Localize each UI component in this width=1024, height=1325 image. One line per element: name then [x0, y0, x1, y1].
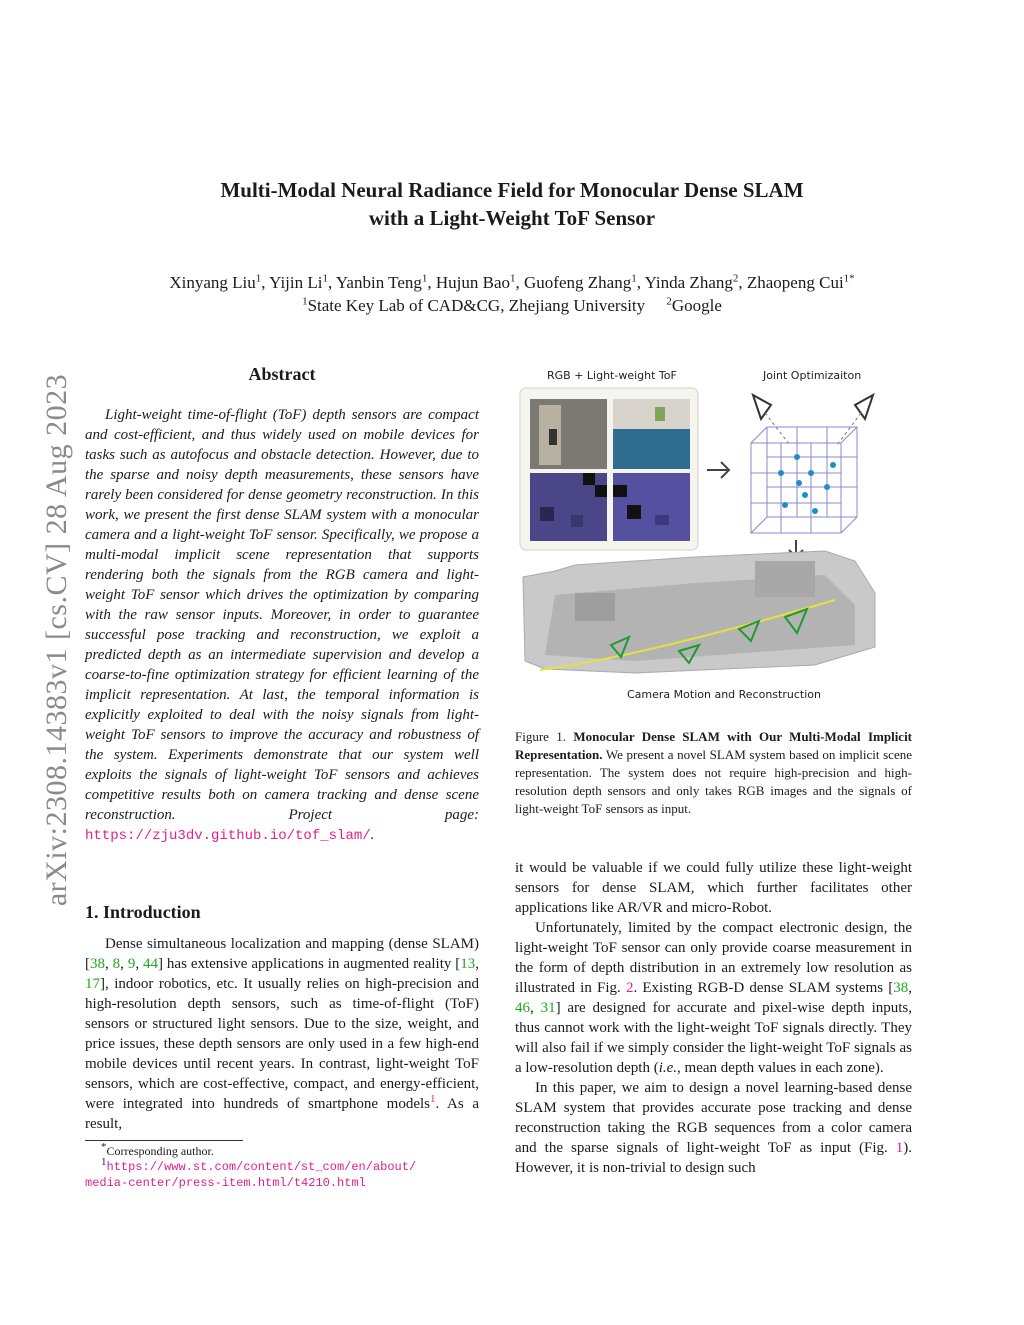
- title-line-2: with a Light-Weight ToF Sensor: [368, 206, 656, 230]
- figure-1: [515, 365, 915, 713]
- paragraph-text: Unfortunately, limited by the compact electronic design, the light-weight ToF sensor can only provide coarse measurement in the form of depth distribution in an extremely low resolution as illustrated in Fig.: [515, 920, 912, 996]
- feature-grid: [751, 427, 857, 533]
- footnote-link[interactable]: 1: [430, 1093, 436, 1105]
- section-heading-introduction: 1. Introduction: [85, 902, 201, 922]
- citation-link[interactable]: 46: [515, 1000, 530, 1016]
- author-affiliation-mark: 1: [421, 272, 428, 285]
- author: Yanbin Teng: [335, 273, 422, 292]
- label-joint-optimization: Joint Optimizaiton: [763, 369, 862, 382]
- figure-1-graphic: [515, 365, 915, 683]
- caption-bold: Monocular Dense SLAM with Our Multi-Modal Implicit Representation.: [515, 729, 913, 762]
- paragraph-text: In this paper, we aim to design a novel learning-based dense SLAM system that provides accurate pose tracking and dense reconstruction taking the RGB sequences from a color camera and the sparse signals of light-weight ToF as input (Fig.: [515, 1080, 912, 1156]
- affiliation-1: State Key Lab of CAD&CG, Zhejiang University: [307, 296, 646, 315]
- citation-link[interactable]: 9: [127, 956, 136, 972]
- author: Yinda Zhang: [644, 273, 733, 292]
- author-affiliation-mark: 1: [322, 272, 328, 285]
- tof-signal-2: [613, 473, 690, 541]
- project-page-link[interactable]: https://zju3dv.github.io/tof_slam/: [85, 828, 371, 844]
- author-affiliation-mark: 1: [255, 272, 262, 285]
- paragraph-text: . Existing RGB-D dense SLAM systems [: [633, 980, 894, 996]
- author-affiliation-mark: 2: [732, 272, 739, 285]
- author: Yijin Li: [269, 273, 323, 292]
- abstract-heading: Abstract: [248, 364, 316, 384]
- camera-frustum-icon: [753, 395, 771, 419]
- affiliation-2: Google: [671, 296, 722, 315]
- citation-link[interactable]: 13: [460, 956, 476, 972]
- label-rgb-tof: RGB + Light-weight ToF: [547, 369, 677, 382]
- author-list: Xinyang Liu$^1$, Yijin Li$^1$, Yanbin Teng$^1$, Hujun Bao$^1$, Guofeng Zhang$^1$, Yinda Zhang$^2$, Zhaopeng Cui$^{1*}$: [169, 272, 855, 292]
- arxiv-identifier: arXiv:2308.14383v1 [cs.CV] 28 Aug 2023: [40, 373, 73, 907]
- paper-title: [0, 176, 1024, 232]
- intro-text: Dense simultaneous localization and mapping (dense SLAM) [: [85, 936, 479, 972]
- abstract-text: Light-weight time-of-flight (ToF) depth sensors are compact and cost-efficient, and thus widely used on mobile devices for tasks such as autofocus and obstacle detection. However, due to the sparse and noisy depth measurements, these sensors have rarely been considered for dense geometry reconstruction. In this work, we present the first dense SLAM system with a monocular camera and a light-weight ToF sensor. Specifically, we propose a multi-modal implicit scene representation that supports rendering both the signals from the RGB camera and light-weight ToF sensor which drives the optimization by comparing with the raw sensor inputs. Moreover, in order to guarantee successful pose tracking and reconstruction, we exploit a predicted depth as an intermediate supervision and develop a coarse-to-fine optimization strategy for efficient learning of the implicit representation. At last, the temporal information is explicitly exploited to deal with the noisy signals from light-weight ToF sensors to improve the accuracy and robustness of the system. Experiments demonstrate that our system well exploits the signals of light-weight ToF sensors and achieves competitive results both on camera tracking and dense scene reconstruction. Project page:: [85, 407, 479, 823]
- author: Hujun Bao: [435, 273, 511, 292]
- citation-link[interactable]: 38: [90, 956, 105, 972]
- author: Guofeng Zhang: [524, 273, 632, 292]
- paragraph: [515, 1078, 912, 1178]
- ie-abbrev: i.e.: [658, 1060, 678, 1076]
- footnotes: *Corresponding author. $^1$https://www.st.com/content/st_com/en/about/ media-center/press-item.html/t4210.html: [85, 1141, 417, 1190]
- abstract-trailing: .: [370, 827, 375, 843]
- paragraph-text: ] are designed for accurate and pixel-wise depth inputs, thus cannot work with the light-weight ToF signals directly. They will also fail if we simply consider the light-weight ToF signals as a low-resolution depth (: [515, 1000, 912, 1076]
- author-affiliation-mark: 1*: [843, 272, 855, 285]
- caption-label: Figure 1.: [515, 729, 566, 744]
- paragraph: Unfortunately, limited by the compact electronic design, the light-weight ToF sensor can only provide coarse measurement in the form of depth distribution in an extremely low resolution as illustrated in Fig. 2. Existing RGB-D dense SLAM systems [38, 46, 31] are designed for accurate and pixel-wise depth inputs, thus cannot work with the light-weight ToF signals directly. They will also fail if we simply consider the light-weight ToF signals as a low-resolution depth (i.e., mean depth values in each zone).: [515, 920, 913, 1076]
- camera-frustum-icon: [855, 395, 873, 419]
- introduction-body: Dense simultaneous localization and mapping (dense SLAM) [38, 8, 9, 44] has extensive applications in augmented reality [13, 17], indoor robotics, etc. It usually relies on high-precision and high-resolution depth sensors, such as time-of-flight (ToF) sensors or structured light sensors. Due to the size, weight, and price issues, these depth sensors are only used in a few high-end mobile devices until recent years. In contrast, light-weight ToF sensors, which are cost-effective, compact, and energy-efficient, were integrated into hundreds of smartphone models$^1$. As a result,: [85, 936, 480, 1132]
- author-affiliation-mark: 1: [510, 272, 516, 285]
- figure-ref-link[interactable]: 2: [625, 980, 634, 996]
- footnote-url[interactable]: https://www.st.com/content/st_com/en/about/: [106, 1160, 417, 1174]
- intro-text: ], indoor robotics, etc. It usually relies on high-precision and high-resolution depth sensors, such as time-of-flight (ToF) sensors or structured light sensors. Due to the size, weight, and price issues, these depth sensors are only used in a few high-end mobile devices until recent years. In contrast, light-weight ToF sensors, which are cost-effective, compact, and energy-efficient, were integrated into hundreds of smartphone models: [85, 976, 479, 1112]
- title-line-1: Multi-Modal Neural Radiance Field for Monocular Dense SLAM: [220, 178, 804, 202]
- right-column-body: [515, 858, 912, 1178]
- corresponding-author-note: Corresponding author.: [106, 1144, 214, 1158]
- paragraph-text: ). However, it is non-trivial to design such: [515, 1140, 912, 1176]
- paragraph: it would be valuable if we could fully utilize these light-weight sensors for dense SLAM, which further facilitates other applications like AR/VR and micro-Robot.: [515, 860, 912, 916]
- affiliations: $^1$State Key Lab of CAD&CG, Zhejiang University $^2$Google: [302, 295, 722, 315]
- abstract-body: [85, 405, 479, 846]
- figure-ref-link[interactable]: 1: [895, 1140, 904, 1156]
- arrow-right-icon: [707, 462, 729, 478]
- paragraph-text: , mean depth values in each zone).: [677, 1060, 884, 1076]
- citation-link[interactable]: 44: [143, 956, 159, 972]
- label-camera-motion: Camera Motion and Reconstruction: [627, 688, 821, 701]
- citation-link[interactable]: 17: [85, 976, 100, 992]
- intro-text: . As a result,: [85, 1096, 479, 1132]
- footnote-url-cont[interactable]: media-center/press-item.html/t4210.html: [85, 1176, 366, 1190]
- author: Zhaopeng Cui: [746, 273, 844, 292]
- intro-text: ] has extensive applications in augmented reality [: [158, 956, 461, 972]
- caption-text: We present a novel SLAM system based on implicit scene representation. The system does not require high-precision and high-resolution depth sensors and only takes RGB images and the signals of light-weight ToF sensors as input.: [515, 747, 912, 816]
- author: Xinyang Liu: [169, 273, 256, 292]
- figure-1-caption: [515, 728, 912, 818]
- citation-link[interactable]: 38: [893, 980, 909, 996]
- footnote-divider: [85, 1140, 243, 1141]
- citation-link[interactable]: 8: [112, 956, 121, 972]
- author-affiliation-mark: 1: [631, 272, 637, 285]
- citation-link[interactable]: 31: [540, 1000, 556, 1016]
